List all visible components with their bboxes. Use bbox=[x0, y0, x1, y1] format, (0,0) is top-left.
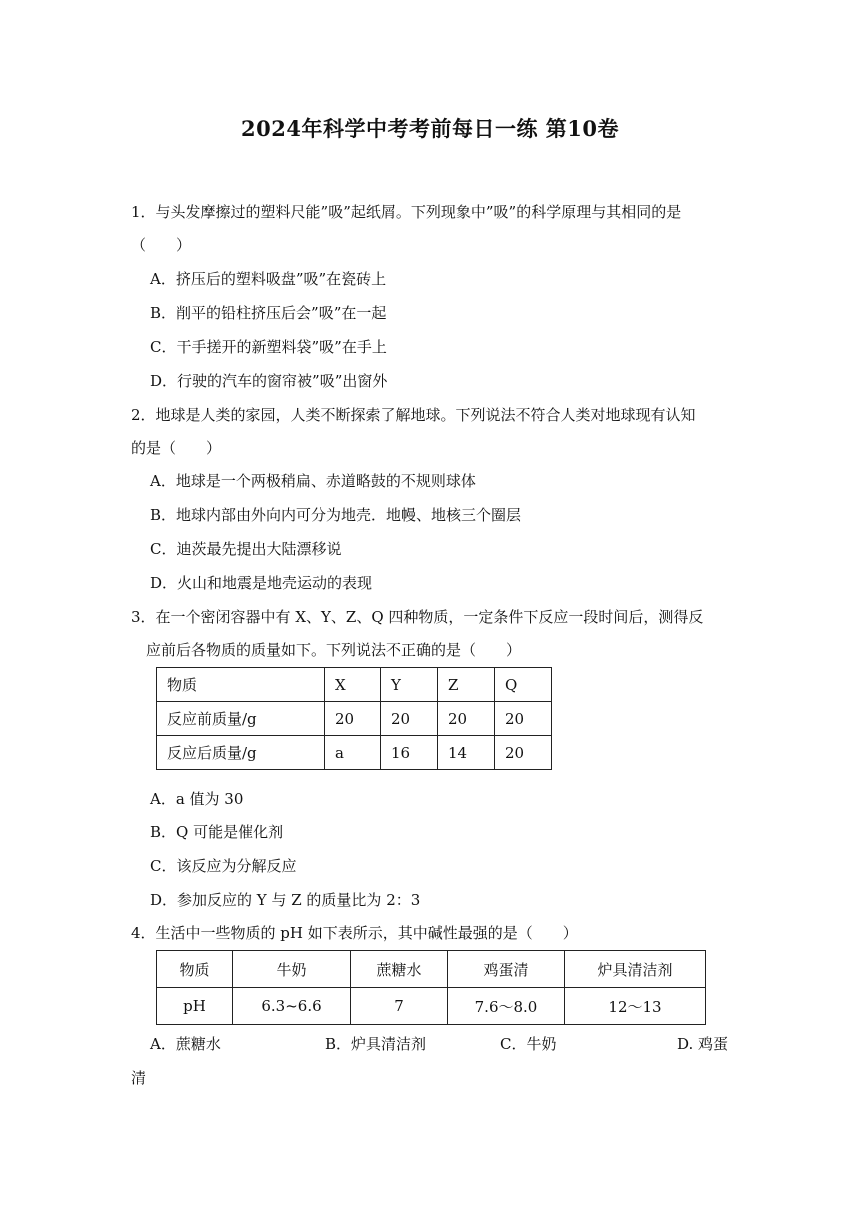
question-4-table bbox=[156, 950, 706, 1025]
table-cell: 牛奶 bbox=[233, 951, 351, 988]
question-2-option-d: D．火山和地震是地壳运动的表现 bbox=[150, 574, 373, 592]
question-3-option-d: D．参加反应的 Y 与 Z 的质量比为 2：3 bbox=[150, 891, 421, 909]
table-cell: 鸡蛋清 bbox=[448, 951, 565, 988]
table-cell: 物质 bbox=[157, 951, 233, 988]
question-3-option-b: B．Q 可能是催化剂 bbox=[150, 823, 284, 841]
question-1-stem-cont: （ ） bbox=[131, 236, 192, 254]
table-cell: 20 bbox=[495, 736, 552, 770]
question-1-option-a: A．挤压后的塑料吸盘”吸”在瓷砖上 bbox=[150, 270, 387, 288]
question-3-option-a: A．a 值为 30 bbox=[150, 790, 244, 808]
question-1-option-c: C．干手搓开的新塑料袋”吸”在手上 bbox=[150, 338, 387, 356]
question-3-stem-cont: 应前后各物质的质量如下。下列说法不正确的是（ ） bbox=[146, 641, 522, 659]
table-cell: Q bbox=[495, 668, 552, 702]
question-3-table bbox=[156, 667, 552, 770]
table-cell: 7.6～8.0 bbox=[448, 988, 565, 1025]
table-row bbox=[157, 702, 552, 736]
question-3-stem: 3．在一个密闭容器中有 X、Y、Z、Q 四种物质，一定条件下反应一段时间后，测得反 bbox=[131, 608, 704, 626]
table-cell: 16 bbox=[381, 736, 438, 770]
table-cell: a bbox=[325, 736, 381, 770]
question-4-option-d-cont: 清 bbox=[131, 1069, 147, 1087]
table-row bbox=[157, 988, 706, 1025]
table-cell: Z bbox=[438, 668, 495, 702]
table-cell: 7 bbox=[351, 988, 448, 1025]
question-4-stem: 4．生活中一些物质的 pH 如下表所示，其中碱性最强的是（ ） bbox=[131, 924, 578, 942]
table-row bbox=[157, 736, 552, 770]
table-cell: 14 bbox=[438, 736, 495, 770]
question-2-stem: 2．地球是人类的家园，人类不断探索了解地球。下列说法不符合人类对地球现有认知 bbox=[131, 406, 696, 424]
question-2-option-a: A．地球是一个两极稍扁、赤道略鼓的不规则球体 bbox=[150, 472, 476, 490]
question-2-stem-cont: 的是（ ） bbox=[131, 439, 222, 457]
table-cell: 20 bbox=[381, 702, 438, 736]
table-header-row bbox=[157, 951, 706, 988]
table-header-row bbox=[157, 668, 552, 702]
question-4-option-d: D. 鸡蛋 bbox=[677, 1035, 729, 1053]
question-4-option-c: C．牛奶 bbox=[500, 1035, 557, 1053]
table-cell: 20 bbox=[495, 702, 552, 736]
table-cell: X bbox=[325, 668, 381, 702]
table-cell: 6.3~6.6 bbox=[233, 988, 351, 1025]
table-cell: 12～13 bbox=[565, 988, 706, 1025]
table-cell: 反应前质量/g bbox=[157, 702, 325, 736]
question-2-option-b: B．地球内部由外向内可分为地壳．地幔、地核三个圈层 bbox=[150, 506, 522, 524]
question-4-option-a: A．蔗糖水 bbox=[150, 1035, 221, 1053]
table-cell: pH bbox=[157, 988, 233, 1025]
question-1-option-d: D．行驶的汽车的窗帘被”吸”出窗外 bbox=[150, 372, 388, 390]
question-2-option-c: C．迪茨最先提出大陆漂移说 bbox=[150, 540, 342, 558]
table-cell: Y bbox=[381, 668, 438, 702]
question-4-option-b: B．炉具清洁剂 bbox=[325, 1035, 427, 1053]
table-cell: 20 bbox=[438, 702, 495, 736]
table-cell: 炉具清洁剂 bbox=[565, 951, 706, 988]
question-1-option-b: B．削平的铅柱挤压后会”吸”在一起 bbox=[150, 304, 387, 322]
table-cell: 反应后质量/g bbox=[157, 736, 325, 770]
table-cell: 蔗糖水 bbox=[351, 951, 448, 988]
page-title: 2024年科学中考考前每日一练 第10卷 bbox=[241, 116, 619, 141]
table-cell: 物质 bbox=[157, 668, 325, 702]
question-3-option-c: C．该反应为分解反应 bbox=[150, 857, 297, 875]
table-cell: 20 bbox=[325, 702, 381, 736]
question-1-stem: 1．与头发摩擦过的塑料尺能”吸”起纸屑。下列现象中”吸”的科学原理与其相同的是 bbox=[131, 203, 682, 221]
